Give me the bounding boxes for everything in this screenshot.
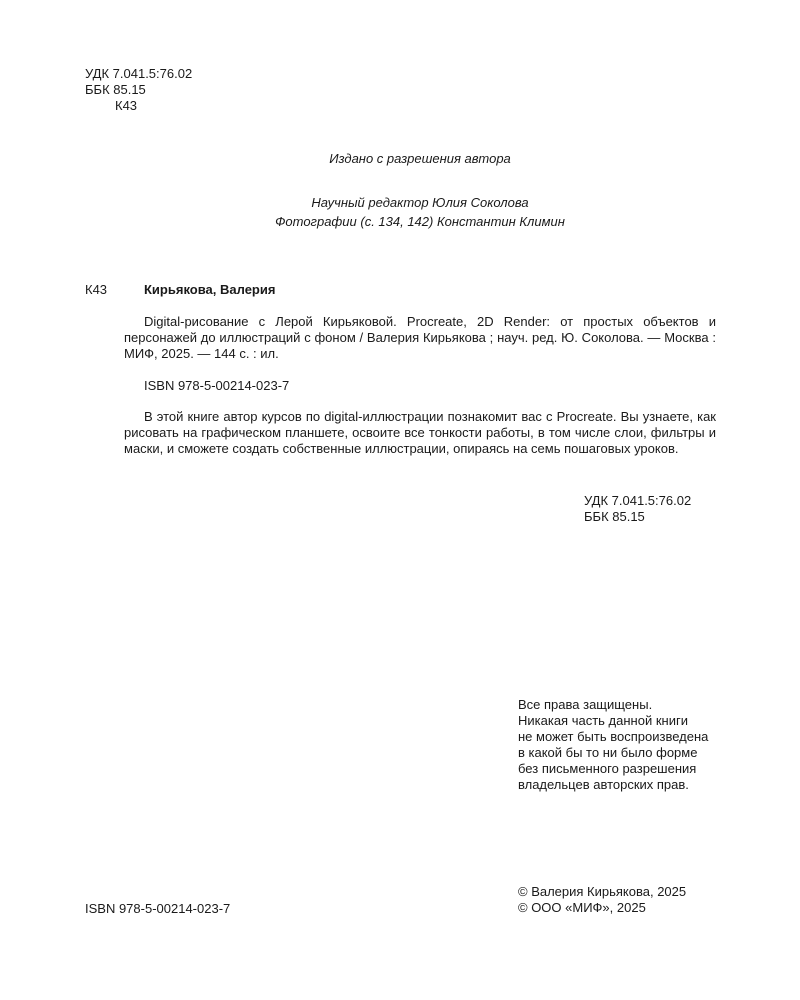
rights-line: не может быть воспроизведена (518, 729, 709, 744)
bbk-code: ББК 85.15 (85, 82, 146, 97)
catalog-author-mark: К43 (85, 282, 108, 297)
catalog-author: Кирьякова, Валерия (144, 282, 276, 297)
top-codes (85, 66, 192, 114)
author-mark: К43 (115, 98, 138, 113)
copyright-author: © Валерия Кирьякова, 2025 (518, 884, 687, 899)
credits (0, 195, 800, 230)
rights-line: владельцев авторских прав. (518, 777, 689, 792)
catalog-isbn: ISBN 978-5-00214-023-7 (144, 378, 290, 393)
catalog-codes (584, 493, 691, 525)
copyright-publisher: © ООО «МИФ», 2025 (518, 900, 646, 915)
catalog-bbk: ББК 85.15 (584, 509, 645, 524)
photo-credit: Фотографии (с. 134, 142) Константин Климин (275, 214, 565, 229)
rights-line: без письменного разрешения (518, 761, 697, 776)
copyrights (518, 884, 686, 916)
rights-line: Все права защищены. (518, 697, 653, 712)
rights-line: в какой бы то ни было форме (518, 745, 698, 760)
rights-line: Никакая часть данной книги (518, 713, 688, 728)
udk-code: УДК 7.041.5:76.02 (85, 66, 193, 81)
catalog-udk: УДК 7.041.5:76.02 (584, 493, 692, 508)
catalog-annotation: В этой книге автор курсов по digital-иллюстрации познакомит вас с Procreate. Вы узнаете, как рисовать на графическом планшете, освоите все тонкости работы, в том числе слои, фильтры и маски, и сможете создать собственные иллюстрации, опираясь на семь пошаговых уроков. (124, 409, 716, 456)
editor-credit: Научный редактор Юлия Соколова (311, 195, 529, 210)
rights-notice (518, 697, 708, 793)
bottom-isbn: ISBN 978-5-00214-023-7 (85, 901, 231, 916)
catalog-description: Digital-рисование с Лерой Кирьяковой. Procreate, 2D Render: от простых объектов и персонажей до иллюстраций с фоном / Валерия Кирьякова ; науч. ред. Ю. Соколова. — Москва : МИФ, 2025. — 144 с. : ил. (124, 314, 716, 361)
published-note: Издано с разрешения автора (329, 151, 511, 166)
